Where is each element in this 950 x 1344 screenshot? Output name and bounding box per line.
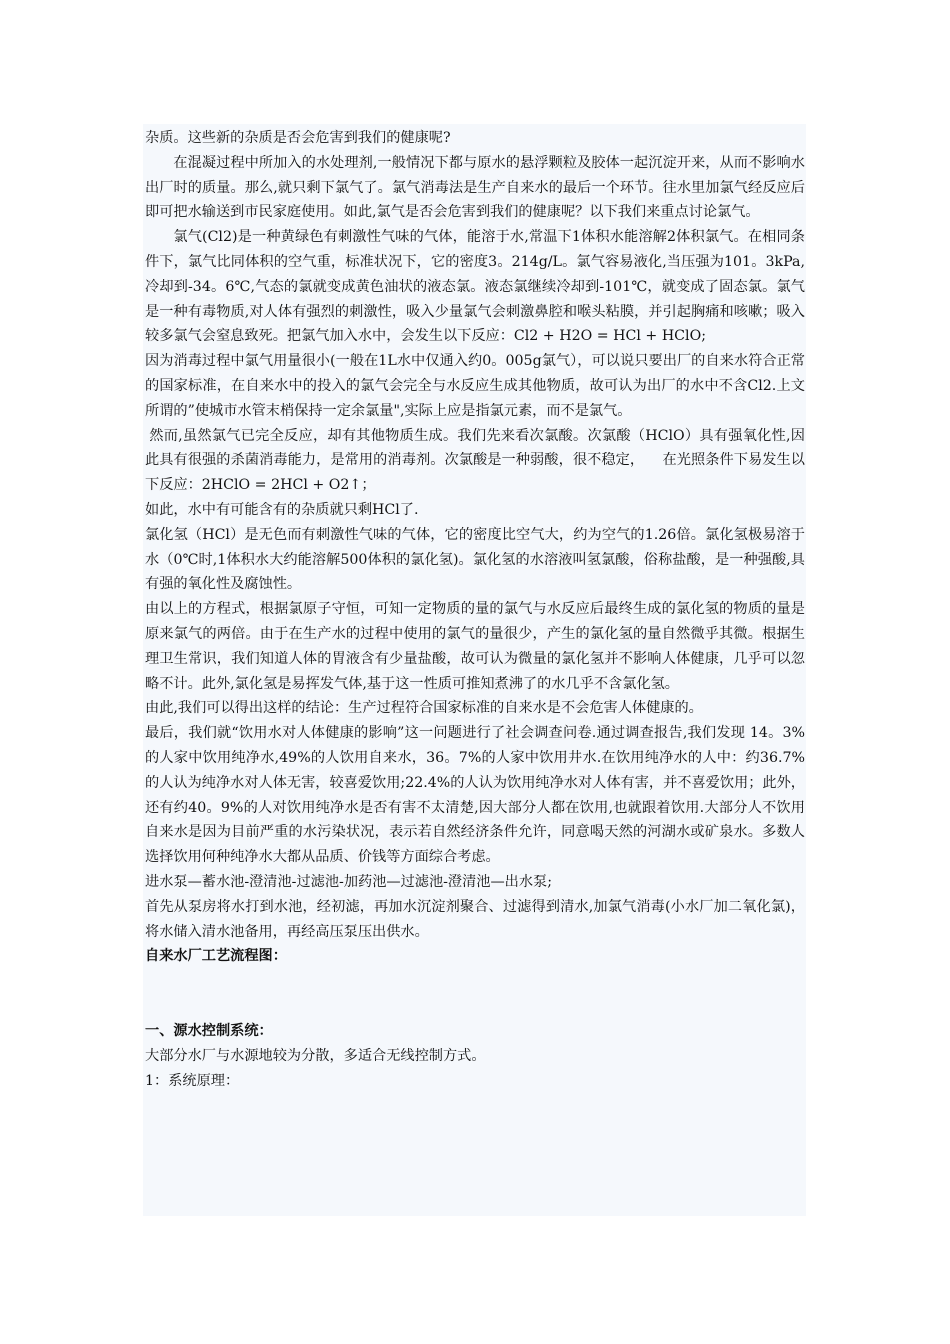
paragraph-12: 首先从泵房将水打到水池，经初滤，再加水沉淀剂聚合、过滤得到清水,加氯气消毒(小水厂加二氧化氯)，将水储入清水池备用，再经高压泵压出供水。 [145,898,805,940]
paragraph-15: 大部分水厂与水源地较为分散，多适合无线控制方式。 [145,1047,486,1064]
paragraph-16: 1：系统原理： [145,1072,240,1089]
paragraph-4: 因为消毒过程中氯气用量很小(一般在1L水中仅通入约0。005g氯气），可以说只要出厂的自来水符合正常的国家标准，在自来水中的投入的氯气会完全与水反应生成其他物质，故可认为出厂的水中不含Cl2.上文所谓的”使城市水管末梢保持一定余氯量",实际上应是指氯元素，而不是氯气。 [145,353,805,419]
paragraph-7: 氯化氢（HCl）是无色而有刺激性气味的气体，它的密度比空气大，约为空气的1.26倍。氯化氢极易溶于水（0℃时,1体积水大约能溶解500体积的氯化氢)。氯化氢的水溶液叫氢氯酸，俗称盐酸，是一种强酸,具有强的氧化性及腐蚀性。 [145,526,805,593]
paragraph-2: 在混凝过程中所加入的水处理剂,一般情况下都与原水的悬浮颗粒及胶体一起沉淀开来，从而不影响水出厂时的质量。那么,就只剩下氯气了。氯气消毒法是生产自来水的最后一个环节。往水里加氯气经反应后即可把水输送到市民家庭使用。如此,氯气是否会危害到我们的健康呢？以下我们来重点讨论氯气。 [145,154,805,221]
paragraph-10: 最后，我们就“饮用水对人体健康的影响”这一问题进行了社会调查问卷.通过调查报告,我们发现 14。3%的人家中饮用纯净水,49%的人饮用自来水，36。7%的人家中饮用井水.在饮用纯净水的人中：约36.7%的人认为纯净水对人体无害，较喜爱饮用;22.4%的人认为饮用纯净水对人体有害，并不喜爱饮用；此外，还有约40。9%的人对饮用纯净水是否有害不太清楚,因大部分人都在饮用,也就跟着饮用.大部分人不饮用自来水是因为目前严重的水污染状况，表示若自然经济条件允许，同意喝天然的河湖水或矿泉水。多数人选择饮用何种纯净水大都从品质、价钱等方面综合考虑。 [145,725,805,866]
document-body [145,126,805,1093]
paragraph-3: 氯气(Cl2)是一种黄绿色有刺激性气味的气体，能溶于水,常温下1体积水能溶解2体积氯气。在相同条件下，氯气比同体积的空气重，标准状况下，它的密度3。214g/L。氯气容易液化,当压强为101。3kPa,冷却到-34。6℃,气态的氯就变成黄色油状的液态氯。液态氯继续冷却到-101℃，就变成了固态氯。氯气是一种有毒物质,对人体有强烈的刺激性，吸入少量氯气会刺激鼻腔和喉头粘膜，并引起胸痛和咳嗽；吸入较多氯气会窒息致死。把氯气加入水中，会发生以下反应：Cl2 + H2O = HCl + HClO; [145,229,805,345]
paragraph-11: 进水泵—蓄水池-澄清池-过滤池-加药池—过滤池-澄清池—出水泵; [145,873,553,890]
paragraph-8: 由以上的方程式，根据氯原子守恒，可知一定物质的量的氯气与水反应后最终生成的氯化氢的物质的量是原来氯气的两倍。由于在生产水的过程中使用的氯气的量很少，产生的氯化氢的量自然微乎其微。根据生理卫生常识，我们知道人体的胃液含有少量盐酸，故可认为微量的氯化氢并不影响人体健康，几乎可以忽略不计。此外,氯化氢是易挥发气体,基于这一性质可推知煮沸了的水几乎不含氯化氢。 [145,601,805,692]
section-heading-source-control: 一、源水控制系统： [145,1023,273,1040]
paragraph-5: 然而,虽然氯气已完全反应，却有其他物质生成。我们先来看次氯酸。次氯酸（HClO）具有强氧化性,因此具有很强的杀菌消毒能力，是常用的消毒剂。次氯酸是一种弱酸，很不稳定， 在光照条件下易发生以下反应：2HClO = 2HCl + O2↑； [145,427,805,494]
paragraph-6: 如此，水中有可能含有的杂质就只剩HCl了. [145,501,419,518]
section-heading-flowchart: 自来水厂工艺流程图： [145,948,287,965]
paragraph-9: 由此,我们可以得出这样的结论：生产过程符合国家标准的自来水是不会危害人体健康的。 [145,700,703,717]
paragraph-1: 杂质。这些新的杂质是否会危害到我们的健康呢? [145,130,451,146]
